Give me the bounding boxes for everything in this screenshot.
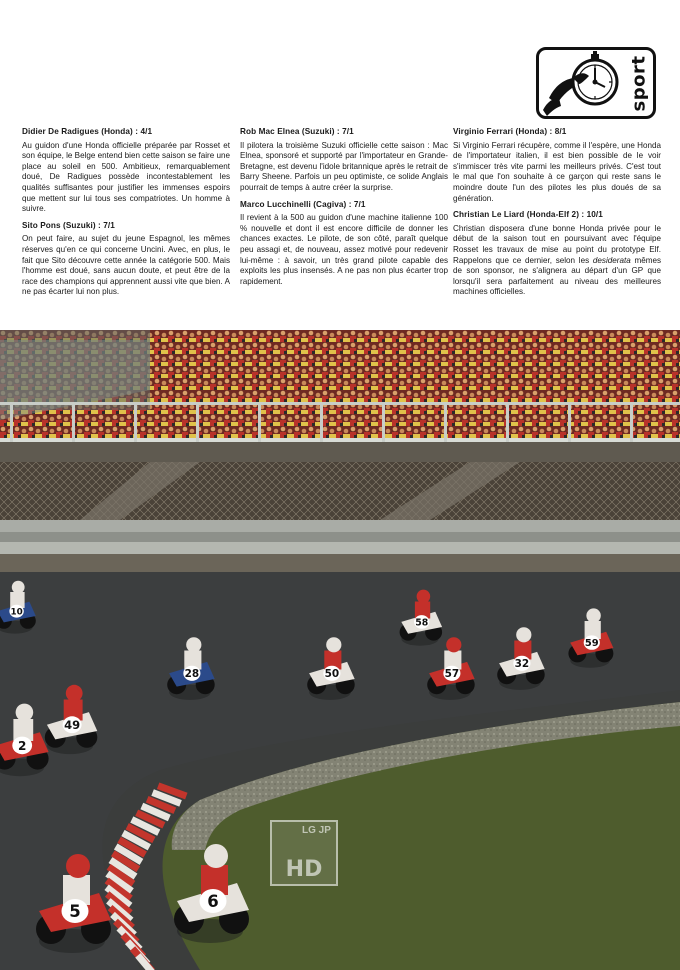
race-scene: [0, 330, 680, 970]
race-number: 49: [64, 717, 81, 732]
rider-text: Au guidon d'une Honda officielle préparée par Rosset et son équipe, le Belge entend bien cette saison se faire une place au soleil en 500. Ambitieux, remarquablement doué, De Radigues possède incontestablement les qualités suffisantes pour justifier les immenses espoirs que mettent sur lui tous ses compatriotes. Un homme à suivre.: [22, 140, 230, 214]
rider-title: Christian Le Liard (Honda-Elf 2) : 10/1: [453, 210, 603, 220]
rider-text: Il revient à la 500 au guidon d'une machine italienne 100 % nouvelle et dont il est encore difficile de donner les chances exactes. Le pilote, de son côté, paraît quelque peu assagi et, de nouveau, assez motivé pour redevenir lui-même : à savoir, un très grand pilote capable des exploits les plus insensés. A ne pas non plus écarter trop rapidement.: [240, 213, 448, 286]
rider-title: Didier De Radigues (Honda) : 4/1: [22, 127, 153, 136]
rider-text: Christian disposera d'une bonne Honda privée pour le début de la saison tout en poursuivant avec l'équipe Rosset les travaux de mise au point du prototype Elf. Rappelons que ce dernier, selon les desiderata mêmes de son sponsor, ne s'alignera au départ d'un GP que lorsqu'il sera parfaitement au niveau des meilleures machines officielles.: [453, 223, 661, 297]
rider-text: On peut faire, au sujet du jeune Espagnol, les mêmes réserves qu'en ce qui concerne Uncini. Avec, en plus, le fait que Sito découvre cette année la catégorie 500. Mais l'homme est doué, sans aucun doute, et peut être de la race des champions qui apprennent aussi vite que bien. A ne pas écarter lui non plus.: [22, 234, 230, 297]
sport-logo: [536, 47, 656, 119]
rider-entry: [240, 200, 448, 288]
rider-entry: [22, 221, 230, 298]
race-number: 57: [444, 668, 460, 681]
rider-title: Sito Pons (Suzuki) : 7/1: [22, 220, 115, 230]
logo-word: sport: [628, 55, 650, 111]
race-number: 50: [324, 668, 340, 681]
rider-title: Virginio Ferrari (Honda) : 8/1: [453, 127, 567, 136]
race-number: 5: [69, 902, 81, 921]
race-number: 28: [184, 668, 200, 681]
rider-entry: [453, 210, 661, 298]
race-number: 2: [17, 738, 27, 753]
rider-text: Si Virginio Ferrari récupère, comme il l'espère, une Honda de l'importateur italien, il est bien possible de le voir s'immiscer très vite parmi les meilleurs privés. C'est tout le mal que l'on souhaite à ce garçon qui reste sans le moindre doute l'un des pilotes les plus doués de sa génération.: [453, 140, 661, 203]
rider-entry: [240, 127, 448, 194]
race-number: 58: [415, 617, 429, 629]
rider-title: Marco Lucchinelli (Cagiva) : 7/1: [240, 199, 366, 209]
watermark: LG JP HD: [270, 820, 338, 886]
article-columns: [22, 127, 662, 307]
rider-entry: [453, 127, 661, 204]
column-1: [22, 127, 230, 304]
race-number: 59: [584, 638, 599, 650]
race-number: 6: [207, 892, 219, 911]
column-3: [453, 127, 661, 304]
stopwatch-icon: [539, 50, 633, 116]
rider-text: Il pilotera la troisième Suzuki officielle cette saison : Mac Elnea, sponsoré et supporté par l'importateur en Grande-Bretagne, est devenu l'idole britannique après le retrait de Barry Sheene. Parfois un peu optimiste, ce solide Anglais pourrait de temps à autre créer la surprise.: [240, 140, 448, 192]
rider-entry: [22, 127, 230, 215]
rider-title: Rob Mac Elnea (Suzuki) : 7/1: [240, 127, 354, 136]
race-number: 32: [514, 658, 530, 671]
race-photo: [0, 330, 680, 970]
column-2: [240, 127, 448, 293]
race-number: 10: [10, 607, 23, 618]
